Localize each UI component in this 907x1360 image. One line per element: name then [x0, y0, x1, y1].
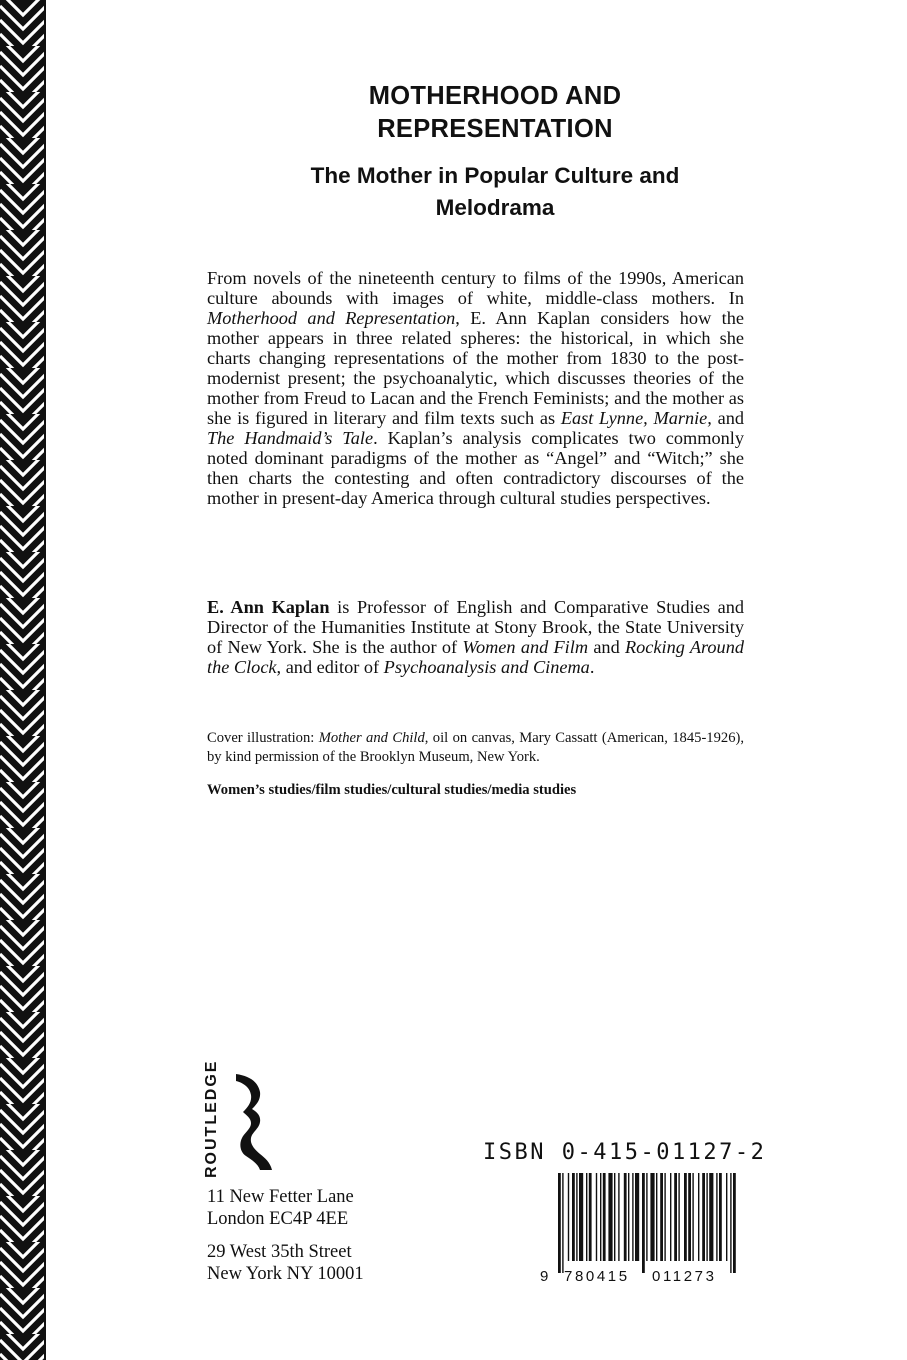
book-title: MOTHERHOOD AND REPRESENTATION	[368, 82, 622, 143]
author-name: E. Ann Kaplan	[207, 597, 330, 617]
barcode-bar	[670, 1173, 671, 1261]
barcode-bar	[733, 1173, 736, 1273]
barcode-bar	[624, 1173, 627, 1261]
author-bio: E. Ann Kaplan is Professor of English and Comparative Studies and Director of the Humanities Institute at Stony Brook, the State University of New York. She is the author of Women and Film and Rocking Around the Clock, and editor of Psychoanalysis and Cinema.	[207, 597, 744, 677]
barcode-bar	[656, 1173, 657, 1261]
barcode-bar	[586, 1173, 587, 1261]
barcode-bar	[558, 1173, 561, 1273]
barcode-bar	[642, 1173, 645, 1273]
barcode-bar	[684, 1173, 687, 1261]
barcode-bar	[635, 1173, 639, 1261]
barcode-bar	[618, 1173, 619, 1261]
routledge-logo-icon	[230, 1072, 274, 1172]
barcode-lead-digit: 9	[540, 1268, 549, 1285]
barcode-bar	[579, 1173, 583, 1261]
barcode-bar	[568, 1173, 569, 1261]
barcode-bar	[664, 1173, 665, 1261]
barcode-bar	[709, 1173, 713, 1261]
barcode-bar	[719, 1173, 722, 1261]
barcode-bar	[576, 1173, 577, 1261]
blurb-paragraph: From novels of the nineteenth century to films of the 1990s, American culture abounds with images of white, middle-class mothers. In Motherhood and Representation, E. Ann Kaplan considers how the mother appears in three related spheres: the historical, in which she charts changing representations of the mother from 1830 to the post-modernist present; the psychoanalytic, which discusses theories of the mother from Freud to Lacan and the French Feminists; and the mother as she is figured in literary and film texts such as East Lynne, Marnie, and The Handmaid’s Tale. Kaplan’s analysis complicates two commonly noted dominant paradigms of the mother as “Angel” and “Witch;” she then charts the contesting and often contradictory discourses of the mother in present-day America through cultural studies perspectives.	[207, 268, 745, 508]
publisher-address-new-york: 29 West 35th Street New York NY 10001	[207, 1242, 364, 1284]
barcode-right-digits: 011273	[652, 1268, 717, 1285]
publisher-address-london: 11 New Fetter Lane London EC4P 4EE	[207, 1187, 354, 1229]
barcode-bar	[572, 1173, 575, 1261]
isbn-barcode	[540, 1173, 745, 1285]
barcode-bar	[600, 1173, 601, 1261]
barcode-bar	[692, 1173, 693, 1261]
barcode-left-digits: 780415	[564, 1268, 630, 1285]
barcode-bar	[688, 1173, 691, 1261]
barcode-bar	[596, 1173, 597, 1261]
cover-credit: Cover illustration: Mother and Child, oil on canvas, Mary Cassatt (American, 1845-1926), by kind permission of the Brooklyn Museum, New York.	[207, 730, 744, 765]
barcode-bar	[660, 1173, 663, 1261]
isbn-number: ISBN 0-415-01127-2	[483, 1140, 767, 1165]
barcode-bar	[698, 1173, 699, 1261]
barcode-bar	[614, 1173, 615, 1261]
barcode-bar	[589, 1173, 592, 1261]
barcode-bar	[632, 1173, 633, 1261]
publisher-wordmark: ROUTLEDGE	[203, 1059, 220, 1178]
barcode-bar	[603, 1173, 606, 1261]
book-subtitle: The Mother in Popular Culture and Melodrama	[310, 163, 680, 220]
barcode-bar	[650, 1173, 654, 1261]
barcode-bar	[674, 1173, 677, 1261]
barcode-bar	[562, 1173, 563, 1273]
barcode-bar	[628, 1173, 629, 1261]
barcode-bar	[706, 1173, 707, 1261]
subject-categories: Women’s studies/film studies/cultural studies/media studies	[207, 782, 577, 798]
barcode-bar	[608, 1173, 612, 1261]
spine-pattern	[0, 0, 46, 1360]
barcode-bar	[646, 1173, 647, 1261]
barcode-bar	[716, 1173, 717, 1261]
barcode-bar	[678, 1173, 679, 1261]
barcode-bar	[730, 1173, 731, 1273]
barcode-bar	[726, 1173, 727, 1261]
barcode-bar	[702, 1173, 705, 1261]
